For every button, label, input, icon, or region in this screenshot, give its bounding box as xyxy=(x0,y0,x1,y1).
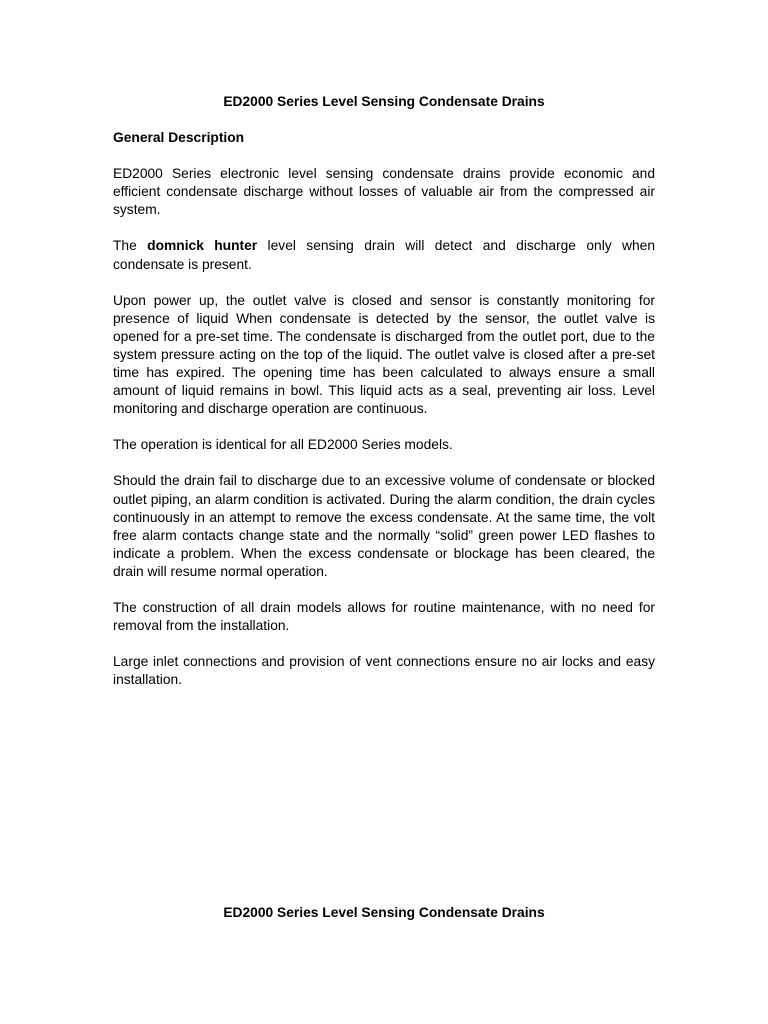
paragraph-operation: Upon power up, the outlet valve is closed and sensor is constantly monitoring for presence of liquid When condensate is detected by the sensor, the outlet valve is opened for a pre-set time. The condensate is discharged from the outlet port, due to the system pressure acting on the top of the liquid. The outlet valve is closed after a pre-set time has expired. The opening time has been calculated to always ensure a small amount of liquid remains in bowl. This liquid acts as a seal, preventing air loss. Level monitoring and discharge operation are continuous. xyxy=(113,292,655,417)
document-page xyxy=(113,93,655,689)
paragraph-connections: Large inlet connections and provision of vent connections ensure no air locks and easy installation. xyxy=(113,654,655,688)
paragraph-models: The operation is identical for all ED2000 Series models. xyxy=(113,437,453,453)
paragraph-intro: ED2000 Series electronic level sensing condensate drains provide economic and efficient condensate discharge without losses of valuable air from the compressed air system. xyxy=(113,166,655,218)
section-heading: General Description xyxy=(113,130,245,146)
brand-name: domnick hunter xyxy=(147,238,258,254)
paragraph-brand-suffix: level sensing drain will detect and discharge only when condensate is present. xyxy=(113,238,656,272)
paragraph-brand-prefix: The xyxy=(113,238,148,254)
paragraph-maintenance: The construction of all drain models allows for routine maintenance, with no need for removal from the installation. xyxy=(113,599,655,634)
paragraph-brand xyxy=(113,237,655,273)
paragraph-alarm: Should the drain fail to discharge due to an excessive volume of condensate or blocked outlet piping, an alarm condition is activated. During the alarm condition, the drain cycles continuously in an attempt to remove the excess condensate. At the same time, the volt free alarm contacts change state and the normally “solid” green power LED flashes to indicate a problem. When the excess condensate or blockage has been cleared, the drain will resume normal operation. xyxy=(113,473,655,579)
footer-title: ED2000 Series Level Sensing Condensate Drains xyxy=(223,905,545,920)
document-title: ED2000 Series Level Sensing Condensate Drains xyxy=(223,94,545,109)
